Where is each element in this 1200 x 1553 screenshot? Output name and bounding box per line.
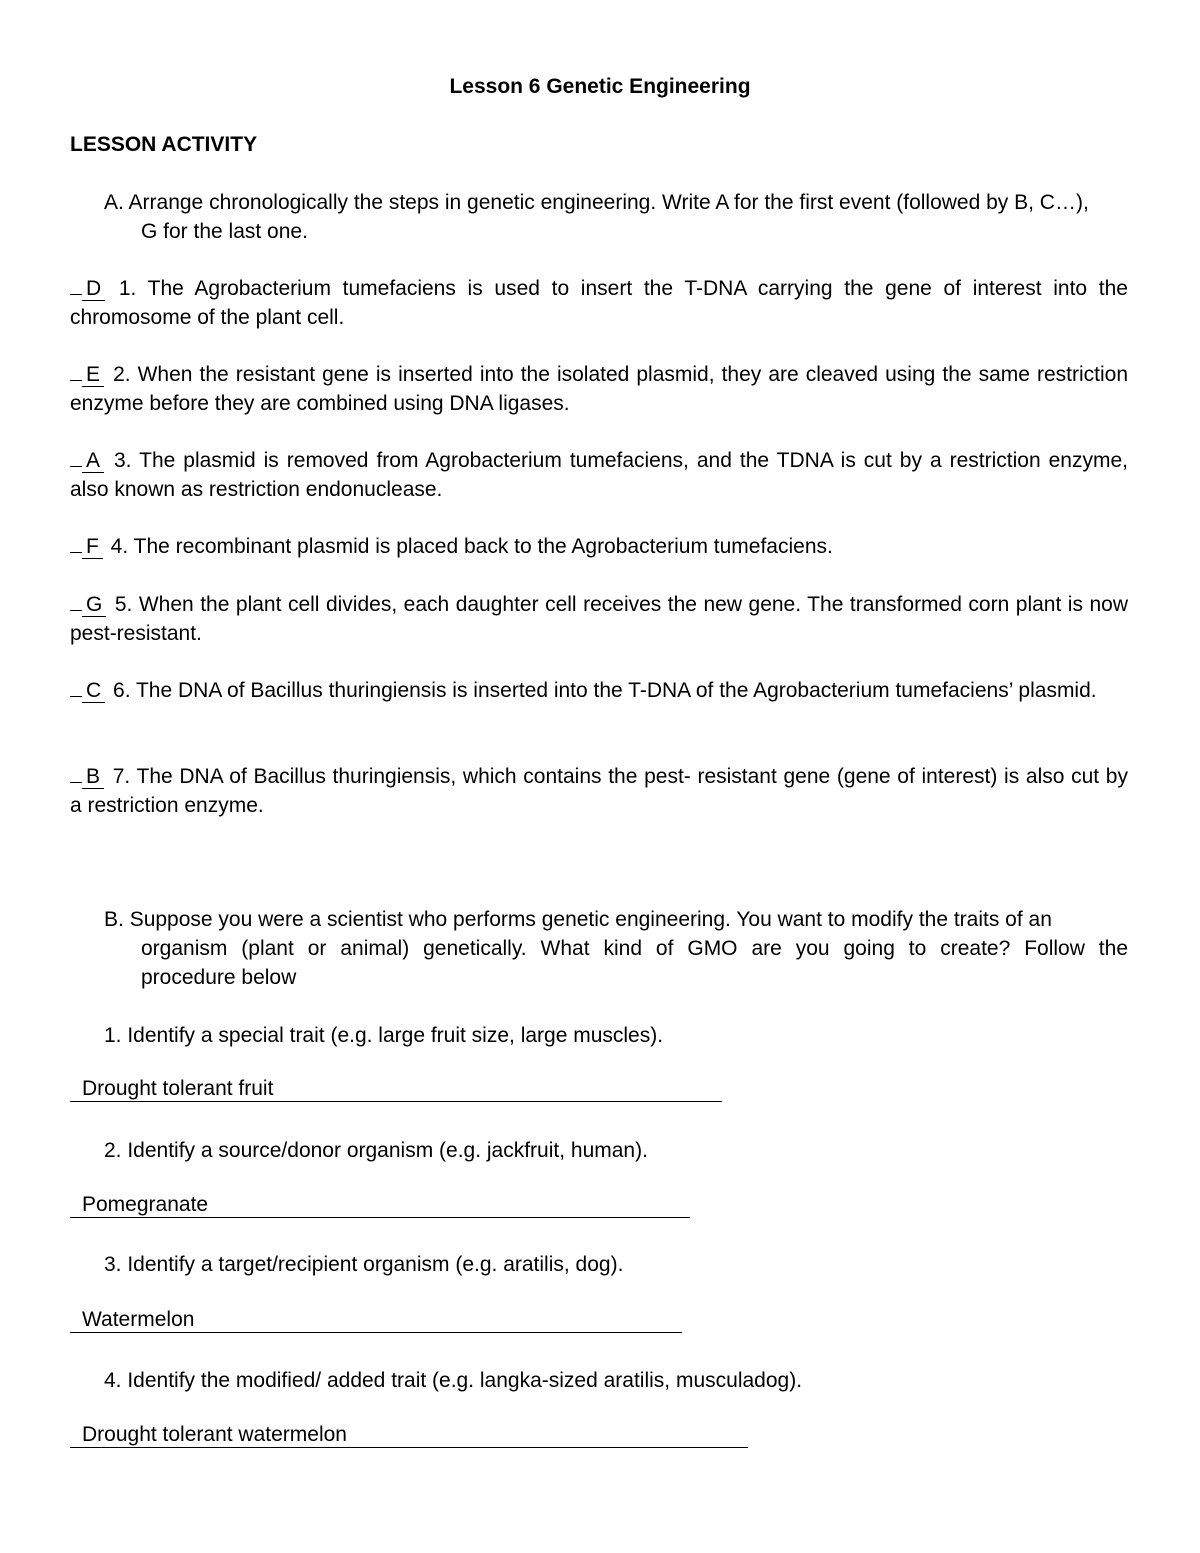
step-item xyxy=(70,676,1128,705)
question-text: 2. Identify a source/donor organism (e.g. jackfruit, human). xyxy=(104,1139,648,1162)
part-b-marker: B. xyxy=(104,908,124,931)
step-item xyxy=(70,446,1128,504)
step-text: 2. When the resistant gene is inserted into the isolated plasmid, they are cleaved using the same restriction enzyme before they are combined using DNA ligases. xyxy=(70,363,1128,415)
question-text: 3. Identify a target/recipient organism (e.g. aratilis, dog). xyxy=(104,1253,624,1276)
part-a-instruction xyxy=(104,188,1128,246)
answer-field[interactable]: Pomegranate xyxy=(70,1193,690,1218)
part-a-marker: A. xyxy=(104,191,124,214)
step-item xyxy=(70,360,1128,418)
part-b-instruction-line2: organism (plant or animal) genetically. What kind of GMO are you going to create? Follow the xyxy=(141,937,1128,960)
question-text: 4. Identify the modified/ added trait (e.g. langka-sized aratilis, musculadog). xyxy=(104,1369,803,1392)
question-text: 1. Identify a special trait (e.g. large fruit size, large muscles). xyxy=(104,1024,664,1047)
section-heading: LESSON ACTIVITY xyxy=(70,133,258,156)
part-b-instruction xyxy=(104,905,1128,992)
answer-field[interactable]: Drought tolerant watermelon xyxy=(70,1423,748,1448)
part-a-instruction-line2: G for the last one. xyxy=(141,220,308,243)
answer-blank[interactable]: E xyxy=(82,364,104,387)
answer-field[interactable]: Drought tolerant fruit xyxy=(70,1077,722,1102)
step-text: 4. The recombinant plasmid is placed back to the Agrobacterium tumefaciens. xyxy=(110,535,833,558)
answer-blank[interactable]: D xyxy=(82,278,105,301)
step-text: 5. When the plant cell divides, each daughter cell receives the new gene. The transformed corn plant is now pest-resistant. xyxy=(70,593,1128,645)
step-item xyxy=(70,274,1128,332)
answer-blank[interactable]: C xyxy=(82,680,105,703)
step-item xyxy=(70,762,1128,820)
answer-blank[interactable]: A xyxy=(82,450,104,473)
answer-blank[interactable]: F xyxy=(82,536,103,559)
answer-blank[interactable]: G xyxy=(82,594,106,617)
step-text: 3. The plasmid is removed from Agrobacterium tumefaciens, and the TDNA is cut by a restriction enzyme, also known as restriction endonuclease. xyxy=(70,449,1128,501)
part-b-instruction-line1: Suppose you were a scientist who performs genetic engineering. You want to modify the traits of an xyxy=(129,908,1052,931)
step-text: 6. The DNA of Bacillus thuringiensis is inserted into the T-DNA of the Agrobacterium tumefaciens’ plasmid. xyxy=(113,679,1097,702)
part-a-instruction-line1: Arrange chronologically the steps in genetic engineering. Write A for the first event (followed by B, C…), xyxy=(128,191,1089,214)
page-title: Lesson 6 Genetic Engineering xyxy=(449,75,751,98)
answer-field[interactable]: Watermelon xyxy=(70,1308,682,1333)
step-item xyxy=(70,590,1128,648)
part-b-instruction-line3: procedure below xyxy=(141,966,297,989)
answer-blank[interactable]: B xyxy=(82,766,104,789)
step-text: 1. The Agrobacterium tumefaciens is used to insert the T-DNA carrying the gene of interest into the chromosome of the plant cell. xyxy=(70,277,1128,329)
step-item xyxy=(70,532,1128,561)
step-text: 7. The DNA of Bacillus thuringiensis, which contains the pest- resistant gene (gene of interest) is also cut by a restriction enzyme. xyxy=(70,765,1128,817)
